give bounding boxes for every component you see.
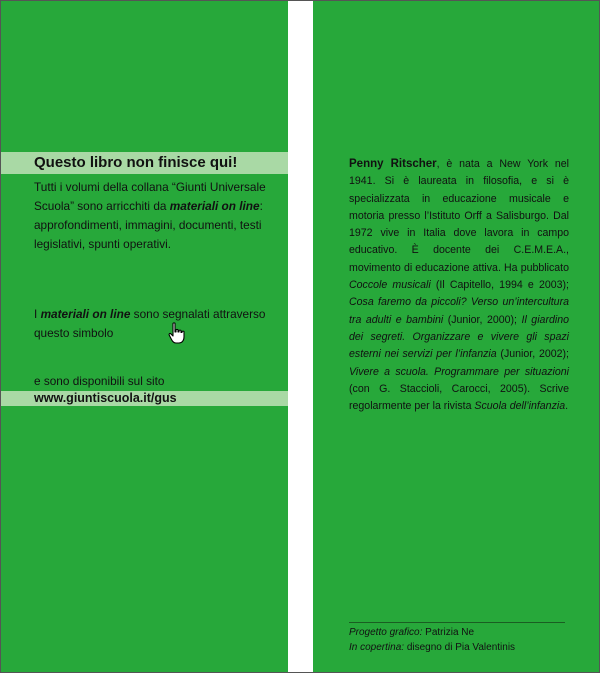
- intro-emphasis: materiali on line: [169, 199, 260, 213]
- credits-divider: [349, 622, 565, 623]
- cover-credit-text: disegno di Pia Valentinis: [406, 642, 516, 653]
- cover-credit: [349, 641, 515, 655]
- bio-text: (con G. Staccioli, Carocci, 2005). Scrive regolarmente per la rivista: [349, 382, 569, 413]
- intro-text-start: Tutti i volumi della collana “Giunti Universale Scuola” sono arricchiti da: [34, 180, 266, 213]
- section-title: Questo libro non finisce qui!: [34, 154, 238, 171]
- bio-title: Scuola dell’infanzia: [474, 400, 566, 413]
- bio-title: Cosa faremo da piccoli? Verso un’intercultura tra adulti e bambini: [349, 296, 569, 326]
- bio-text: (Junior, 2002);: [496, 348, 569, 361]
- design-credit-name: Patrizia Ne: [425, 627, 475, 638]
- title-band: [0, 152, 288, 174]
- author-name: Penny Ritscher: [349, 158, 437, 170]
- bio-title: Coccole musicali: [349, 279, 431, 292]
- bio-body: [349, 158, 569, 412]
- url-band: [0, 391, 288, 406]
- markers-paragraph: [34, 305, 270, 343]
- intro-paragraph: [34, 178, 270, 254]
- markers-suffix: sono segnalati attraverso questo simbolo: [34, 307, 266, 340]
- markers-prefix: I: [34, 307, 41, 321]
- markers-emphasis: materiali on line: [40, 307, 131, 321]
- bio-text: (Junior, 2000);: [443, 313, 522, 326]
- author-bio: [349, 156, 569, 415]
- site-intro: e sono disponibili sul sito: [34, 374, 165, 388]
- bio-text: , è nata a New York nel 1941. Si è laureata in filosofia, e si è specializzata in educazione musicale e motoria presso l’Istituto Orff a Salisburgo. Dal 1972 vive in Italia dove lavora in campo educativo. È docente dei C.E.M.E.A., movimento di educazione attiva. Ha pubblicato: [349, 158, 569, 274]
- intro-text-end: : approfondimenti, immagini, documenti, testi legislativi, spunti operativi.: [34, 199, 263, 251]
- bio-text: (Il Capitello, 1994 e 2003);: [430, 279, 569, 292]
- design-credit: [349, 626, 474, 640]
- pointing-hand-icon: [168, 322, 186, 344]
- bio-title: Vivere a scuola. Programmare per situazioni: [349, 365, 569, 378]
- cover-credit-label: In copertina:: [349, 642, 405, 653]
- design-credit-label: Progetto grafico:: [349, 627, 423, 638]
- website-link[interactable]: www.giuntiscuola.it/gus: [34, 391, 177, 405]
- bio-title: Il giardino dei segreti. Organizzare e vivere gli spazi esterni nei servizi per l’infanzia: [349, 313, 569, 361]
- bio-text: .: [565, 400, 569, 413]
